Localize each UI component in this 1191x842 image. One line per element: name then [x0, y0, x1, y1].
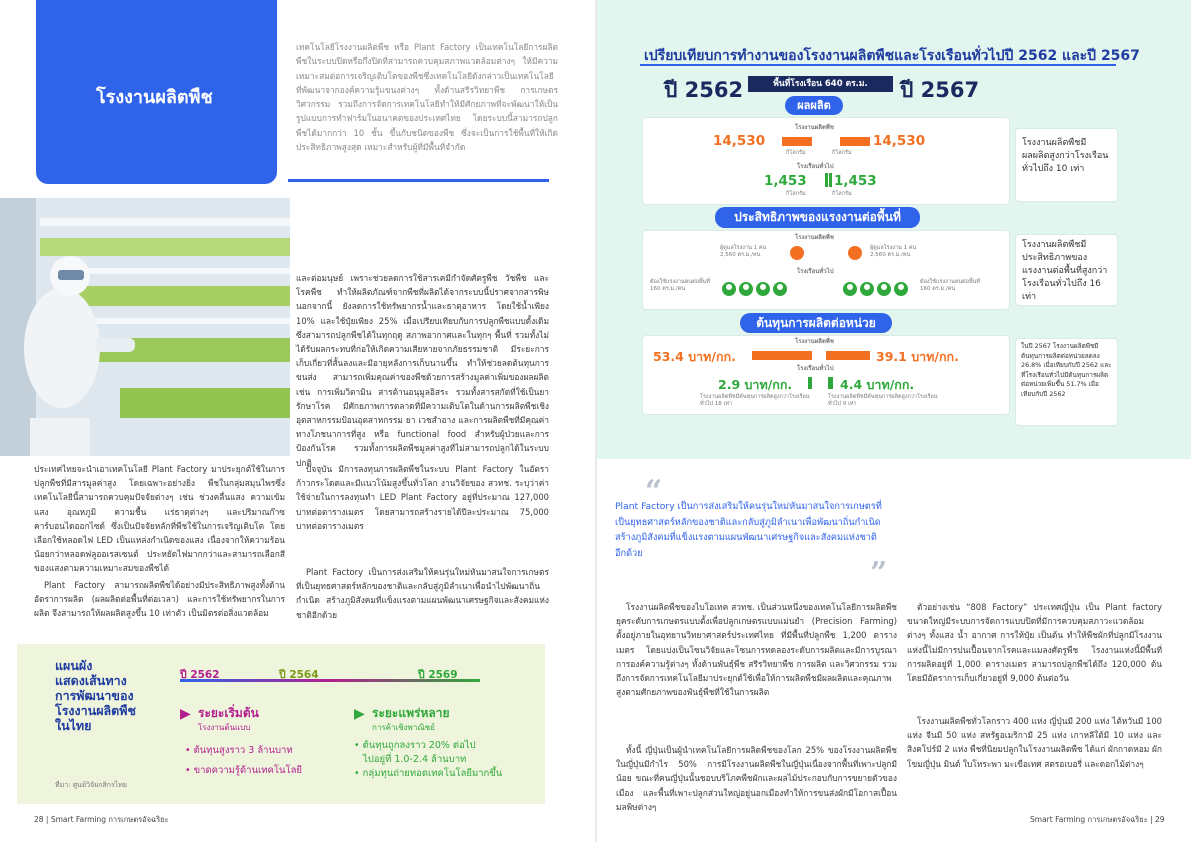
right-footer: Smart Farming การเกษตรอัจฉริยะ | 29 [1030, 815, 1165, 824]
labor-general-b: ต้องใช้แรงงานคนต่อพื้นที่ 160 ตร.ม./คน [920, 279, 981, 292]
output-general-bar-b [829, 173, 832, 187]
roadmap-year-1: ปี 2562 [180, 669, 220, 681]
worker-icon [722, 282, 736, 296]
stage2-arrow-icon: ▶ [354, 706, 365, 722]
cost-general-b: 4.4 บาท/กก. [840, 377, 915, 392]
labor-header: ประสิทธิภาพของแรงงานต่อพื้นที่ [715, 207, 920, 228]
open-quote-icon: “ [645, 474, 663, 509]
stage2-subtitle: การค้าเชิงพาณิชย์ [372, 723, 435, 732]
output-factory-label: โรงงานผลิตพืช [795, 124, 834, 131]
cost-header: ต้นทุนการผลิตต่อหน่วย [740, 313, 892, 333]
stage1-title: ระยะเริ่มต้น [198, 706, 259, 720]
left-col2-p1: และต่อมนุษย์ เพราะช่วยลดการใช้สารเคมีกำจัดศัตรูพืช วัชพืช และโรคพืช ทำให้ผลิตภัณฑ์จากพืชที่ผลิตได้จากระบบนี้ปราศจากสารพิษ นอกจากนี้ ยังลดการใช้ทรัพยากรน้ำและธาตุอาหาร โดยใช้น้ำเพียง 10% และใช้ปุ๋ยเพียง 25% เมื่อเปรียบเทียบกับการปลูกพืชแบบดั้งเดิม ซึ่งสามารถปลูกพืชได้ในทุกฤดู สภาพอากาศและในทุกๆ พื้นที่ รวมทั้งไม่ได้รับผลกระทบที่ก่อให้เกิดความเสียหายจากภัยธรรมชาติ มีระยะการเก็บเกี่ยวที่สั้นลงและมีอายุหลังการเก็บนานขึ้น ทำให้ช่วยลดต้นทุนการขนส่ง สามารถเพิ่มคุณค่าของพืชด้วยการสร้างมูลค่าเพิ่มของผลผลิต เช่น การเพิ่มวิตามิน สารต้านอนุมูลอิสระ รวมทั้งสารสกัดที่ใช้เป็นยารักษาโรค มีศักยภาพการตลาดที่มีความเติบโตในด้านการผลิตพืชเชิงอุตสาหกรรมป้อนอุตสาหกรรม ยา เวชสำอาง และการผลิตพืชที่มีคุณค่าทางโภชนาการที่สูง หรือ functional food สำหรับผู้ป่วยและการป้องกันโรค รวมทั้งการผลิตพืชมูลค่าสูงที่ไม่สามารถปลูกได้ในระบบปกติ [296, 273, 549, 468]
worker-icon-factory-a [790, 246, 804, 260]
output-factory-b: 14,530 [873, 133, 926, 149]
right-col3-p1: โรงงานผลิตพืชของไบโอเทค สวทช. เป็นส่วนหนึ่งของเทคโนโลยีการผลิตพืชยุคระดับการเกษตรแบบตั้งเพื่อปลูกเกษตรแบบแม่นยำ (Precision Farming) ตั้งอยู่ภายในอุทยานวิทยาศาสตร์ประเทศไทย ที่มีพื้นที่ปลูกพืช 1,200 ตารางเมตร โดยแบ่งเป็นโซนวิจัยและโซนการทดลองระดับการผลิตและมีการบูรณาการองค์ความรู้ต่างๆ ทั้งด้านพันธุ์พืช สรีรวิทยาพืช การผลิต และวิศวกรรม รวมถึงการจัดการเทคโนโลยีมาประยุกต์ใช้เพื่อให้การผลิตพืชมีผลผลิตและคุณภาพสูงตามศักยภาพของพันธุ์พืชที่ใช้ในการผลิต [616, 602, 897, 698]
area-note: พื้นที่โรงเรือน 640 ตร.ม. [748, 76, 893, 92]
worker-icon [773, 282, 787, 296]
cost-general-label: โรงเรือนทั่วไป [797, 365, 834, 372]
worker-icon [877, 282, 891, 296]
title-underline [640, 64, 1116, 66]
output-unit-b2: กิโลกรัม [832, 191, 852, 197]
cost-caption-a: โรงงานผลิตพืชมีต้นทุนการผลิตสูงกว่าโรงเรือนทั่วไป 18 เท่า [700, 394, 810, 407]
right-col4-p2: โรงงานผลิตพืชทั่วโลกราว 400 แห่ง ญี่ปุ่นมี 200 แห่ง ไต้หวันมี 100 แห่ง จีนมี 50 แห่ง สหรัฐอเมริกามี 25 แห่ง เกาหลีใต้มี 10 แห่ง และสิงคโปร์มี 2 แห่ง พืชที่นิยมปลูกในโรงงานผลิตพืช ได้แก่ ผักกาดหอม ผักโขมญี่ปุ่น มินต์ ใบโหระพา มะเขือเทศ สตรอเบอรี่ และดอกไม้ต่างๆ [907, 716, 1162, 769]
labor-general-a: ต้องใช้แรงงานคนต่อพื้นที่ 160 ตร.ม./คน [650, 279, 711, 292]
worker-icon [756, 282, 770, 296]
roadmap-source: ที่มา: ศูนย์วิจัยกสิกรไทย [55, 781, 127, 789]
worker-icon [860, 282, 874, 296]
roadmap-year-2: ปี 2564 [279, 669, 319, 681]
pull-quote: Plant Factory เป็นการส่งเสริมให้คนรุ่นใหม่หันมาสนใจการเกษตรที่เป็นยุทธศาสตร์หลักของชาติและกลับสู่ภูมิลำเนาเพื่อพัฒนาถิ่นกำเนิด สร้างภูมิสังคมที่แข็งแรงตามแผนพัฒนาเศรษฐกิจและสังคมแห่งชาติอีกด้วย [615, 501, 882, 559]
left-footer: 28 | Smart Farming การเกษตรอัจฉริยะ [34, 815, 169, 824]
left-col2-p2: ปัจจุบัน มีการลงทุนการผลิตพืชในระบบ Plant Factory ในอัตราก้าวกระโดดและมีแนวโน้มสูงขึ้นทั่วโลก งานวิจัยของ สวทช. ระบุว่าค่าใช้จ่ายในการลงทุนทำ LED Plant Factory อยู่ที่ประมาณ 127,000 บาทต่อตารางเมตร โดยสามารถสร้างรายได้ปีละประมาณ 75,000 บาทต่อตารางเมตร [296, 464, 549, 531]
output-factory-bar-a [782, 137, 812, 146]
output-general-bar-a [825, 173, 828, 187]
infographic-title: เปรียบเทียบการทำงานของโรงงานผลิตพืชและโรงเรือนทั่วไปปี 2562 และปี 2567 [644, 48, 1140, 64]
labor-factory-label: โรงงานผลิตพืช [795, 234, 834, 241]
section-title: โรงงานผลิตพืช [96, 87, 213, 108]
output-general-label: โรงเรือนทั่วไป [797, 163, 834, 170]
cost-factory-bar-a [752, 351, 812, 360]
worker-icon [843, 282, 857, 296]
cost-caption-b: โรงงานผลิตพืชมีต้นทุนการผลิตสูงกว่าโรงเรือนทั่วไป 9 เท่า [828, 394, 938, 407]
year-a: ปี 2562 [664, 78, 744, 102]
stage1-bullets: • ต้นทุนสูงราว 3 ล้านบาท • ขาดความรู้ด้านเทคโนโลยี [185, 745, 302, 776]
cost-general-bar-b [828, 377, 833, 389]
right-col3-p2: ทั้งนี้ ญี่ปุ่นเป็นผู้นำเทคโนโลยีการผลิตพืชของโลก 25% ของโรงงานผลิตพืชในญี่ปุ่นมีกำไร 50% การมีโรงงานผลิตพืชในญี่ปุ่นเนื่องจากพื้นที่เพาะปลูกมีน้อย ขณะที่คนญี่ปุ่นนั้นชอบบริโภคพืชผักและผลไม้ประกอบกับการขยายตัวของเมือง และพื้นที่เพาะปลูกส่วนใหญ่อยู่นอกเมืองทำให้การขนส่งผักมีโอกาสเปื้อนมลพิษต่างๆ [616, 745, 897, 812]
output-unit-a2: กิโลกรัม [786, 191, 806, 197]
cost-factory-bar-b [826, 351, 870, 360]
plant-factory-photo [0, 198, 290, 456]
output-unit-b1: กิโลกรัม [832, 150, 852, 156]
left-col2-p3: Plant Factory เป็นการส่งเสริมให้คนรุ่นใหม่หันมาสนใจการเกษตรที่เป็นยุทธศาสตร์หลักของชาติและกลับสู่ภูมิลำเนาเพื่อนำไปพัฒนาถิ่นกำเนิด สร้างภูมิสังคมที่แข็งแรงตามแผนพัฒนาเศรษฐกิจและสังคมแห่งชาติอีกด้วย [296, 567, 549, 620]
intro-paragraph: เทคโนโลยีโรงงานผลิตพืช หรือ Plant Factory เป็นเทคโนโลยีการผลิตพืชในระบบปิดหรือกึ่งปิดที่สามารถควบคุมสภาพแวดล้อมต่างๆ ให้มีความเหมาะสมต่อการเจริญเติบโตของพืชซึ่งเทคโนโลยีดังกล่าวเป็นเทคโนโลยีที่พัฒนาจากองค์ความรู้แขนงต่างๆ ทั้งด้านสรีรวิทยาพืช การเกษตร วิศวกรรม รวมถึงการจัดการเทคโนโลยีทำให้มีศักยภาพที่จะพัฒนาให้เป็นรูปแบบการทำฟาร์มในอนาคตของประเทศไทย โดยระบบนี้สามารถปลูกพืชได้มากกว่า 10 ชั้น ขึ้นกับชนิดของพืช ซึ่งจะเป็นการใช้พื้นที่ให้เกิดประสิทธิภาพสูงสุด เหมาะสำหรับผู้ที่มีพื้นที่จำกัด [296, 42, 558, 153]
output-unit-a1: กิโลกรัม [786, 150, 806, 156]
stage1-subtitle: โรงงานต้นแบบ [198, 723, 251, 732]
cost-factory-b: 39.1 บาท/กก. [876, 349, 959, 364]
close-quote-icon: ” [870, 556, 888, 591]
stage2-title: ระยะแพร่หลาย [372, 706, 450, 720]
labor-factory-a: ผู้ดูแลโรงงาน 1 คน 2,560 ตร.ม./คน [720, 245, 767, 258]
output-factory-bar-b [840, 137, 870, 146]
output-general-a: 1,453 [764, 173, 807, 189]
output-header: ผลผลิต [785, 96, 843, 115]
right-col4-p1: ตัวอย่างเช่น “808 Factory” ประเทศญี่ปุ่น เป็น Plant factory ขนาดใหญ่มีระบบการจัดการแบบปิดที่มีการควบคุมสภาวะแวดล้อมต่างๆ ทั้งแสง น้ำ อากาศ การให้ปุ๋ย เป็นต้น ทำให้พืชผักที่ปลูกมีโรงงานแห่งนี้ไม่มีการปนเปื้อนจากโรคและแมลงศัตรูพืช โรงงานแห่งนี้มีพื้นที่การผลิตอยู่ที่ 1,000 ตารางเมตร สามารถปลูกพืชได้ถึง 120,000 ต้น โดยมีอัตราการเก็บเกี่ยวอยู่ที่ 9,000 ต้นต่อวัน [907, 602, 1162, 684]
stage1-arrow-icon: ▶ [180, 706, 191, 722]
roadmap-title: แผนผัง แสดงเส้นทาง การพัฒนาของ โรงงานผลิตพืช ในไทย [55, 658, 137, 733]
section-title-box [36, 0, 277, 184]
labor-general-label: โรงเรือนทั่วไป [797, 268, 834, 275]
cost-general-a: 2.9 บาท/กก. [718, 377, 793, 392]
worker-icon-factory-b [848, 246, 862, 260]
worker-icon [894, 282, 908, 296]
output-factory-a: 14,530 [713, 133, 766, 149]
cost-factory-label: โรงงานผลิตพืช [795, 338, 834, 345]
stage2-bullets: • ต้นทุนถูกลงราว 20% ต่อไป ไปอยู่ที่ 1.0-2.4 ล้านบาท • กลุ่มทุนถ่ายทอดเทคโนโลยีมากขึ้น [354, 740, 503, 779]
left-col1-p2: Plant Factory สามารถผลิตพืชได้อย่างมีประสิทธิภาพสูงทั้งด้านอัตราการผลิต (ผลผลิตต่อพื้นที่ต่อเวลา) และการใช้ทรัพยากรในการผลิต จึงสามารถให้ผลผลิตสูงขึ้น 10 เท่าตัว เป็นมิตรต่อสิ่งแวดล้อม [34, 580, 285, 619]
worker-icons-general-a [722, 281, 790, 300]
output-note: โรงงานผลิตพืชมีผลผลิตสูงกว่าโรงเรือนทั่วไปถึง 10 เท่า [1015, 128, 1118, 202]
cost-note: ในปี 2567 โรงงานผลิตพืชมีต้นทุนการผลิตต่อหน่วยลดลง 26.8% เมื่อเทียบกับปี 2562 และที่โรงเรือนทั่วไปมีต้นทุนการผลิตต่อหน่วยเพิ่มขึ้น 51.7% เมื่อเทียบกับปี 2562 [1015, 338, 1118, 426]
labor-factory-b: ผู้ดูแลโรงงาน 1 คน 2,560 ตร.ม./คน [870, 245, 917, 258]
roadmap-year-3: ปี 2569 [418, 669, 458, 681]
cost-factory-a: 53.4 บาท/กก. [653, 349, 736, 364]
output-general-b: 1,453 [834, 173, 877, 189]
left-col1-p1: ประเทศไทยจะนำเอาเทคโนโลยี Plant Factory มาประยุกต์ใช้ในการปลูกพืชที่มีสารมูลค่าสูง โดยเฉพาะอย่างยิ่ง พืชในกลุ่มสมุนไพรซึ่งเทคโนโลยีนี้สามารถควบคุมปัจจัยต่างๆ เช่น ช่วงคลื่นแสง ความเข้มแสง อุณหภูมิ ความชื้น แร่ธาตุต่างๆ และปริมาณก๊าซคาร์บอนไดออกไซด์ ซึ่งเป็นปัจจัยหลักที่พืชใช้ในการเจริญเติบโต โดยเลือกใช้หลอดไฟ LED เป็นแหล่งกำเนิดของแสง เนื่องจากให้ความร้อนน้อยกว่าหลอดฟลูออเรสเซนต์ ประหยัดไฟมากกว่าและสามารถเลือกสีของแสงตามความเหมาะสมของพืชได้ [34, 464, 285, 574]
intro-divider [288, 179, 549, 182]
cost-general-bar-a [808, 377, 812, 389]
plant-factory-illustration [0, 198, 290, 456]
labor-note: โรงงานผลิตพืชมีประสิทธิภาพของแรงงานต่อพื้นที่สูงกว่าโรงเรือนทั่วไปถึง 16 เท่า [1015, 234, 1118, 306]
year-b: ปี 2567 [900, 78, 980, 102]
roadmap-panel [17, 644, 545, 804]
worker-icons-general-b [843, 281, 911, 300]
worker-icon [739, 282, 753, 296]
